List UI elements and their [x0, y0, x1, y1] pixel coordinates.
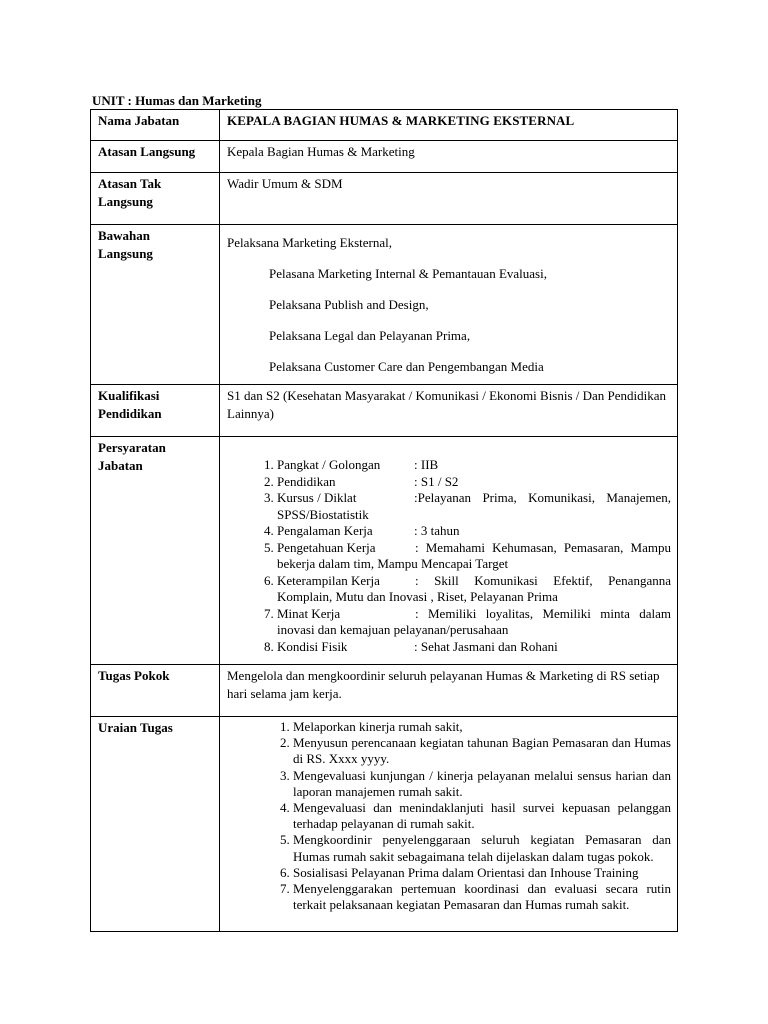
label-kualifikasi-pendidikan: [91, 385, 220, 437]
bawahan-item: Pelaksana Legal dan Pelayanan Prima,: [269, 328, 471, 343]
label-tugas-pokok: Tugas Pokok: [91, 665, 220, 717]
uraian-item: 7. Menyelenggarakan pertemuan koordinasi dan evaluasi secara rutin terkait pelaksanaan kegiatan Pemasaran dan Humas rumah sakit.: [293, 881, 671, 913]
persyaratan-item: [277, 573, 671, 606]
row-bawahan-langsung: [91, 225, 678, 385]
value-kualifikasi-pendidikan: S1 dan S2 (Kesehatan Masyarakat / Komunikasi / Ekonomi Bisnis / Dan Pendidikan Lainnya): [220, 385, 678, 437]
persyaratan-key: Minat Kerja: [277, 605, 341, 621]
bawahan-item: Pelaksana Customer Care dan Pengembangan Media: [269, 359, 544, 374]
label-atasan-tak-langsung: [91, 173, 220, 225]
persyaratan-key: Pengetahuan Kerja: [277, 539, 376, 555]
label-bawahan-line1: Bawahan: [98, 228, 151, 243]
persyaratan-value: :Pelayanan Prima, Komunikasi, Manajemen, SPSS/Biostatistik: [277, 490, 671, 522]
persyaratan-key: Pendidikan: [277, 473, 336, 489]
persyaratan-key: Pangkat / Golongan: [277, 457, 381, 472]
uraian-item: 5. Mengkoordinir penyelenggaraan seluruh kegiatan Pemasaran dan Humas rumah sakit sebagaimana telah dijelaskan dalam tugas pokok.: [293, 832, 671, 864]
value-atasan-langsung: Kepala Bagian Humas & Marketing: [220, 141, 678, 173]
bawahan-item: Pelaksana Marketing Eksternal,: [227, 235, 392, 250]
uraian-item: 4. Mengevaluasi dan menindaklanjuti hasil survei kepuasan pelanggan terhadap pelayanan di rumah sakit.: [293, 800, 671, 832]
unit-title: UNIT : Humas dan Marketing: [92, 93, 262, 108]
row-atasan-tak-langsung: [91, 173, 678, 225]
persyaratan-value: : IIB: [414, 457, 439, 472]
row-kualifikasi-pendidikan: [91, 385, 678, 437]
uraian-item: 2. Menyusun perencanaan kegiatan tahunan Bagian Pemasaran dan Humas di RS. Xxxx yyyy.: [293, 735, 671, 767]
persyaratan-key: Pengalaman Kerja: [277, 523, 373, 538]
uraian-tugas-list: [269, 719, 671, 913]
row-nama-jabatan: [91, 110, 678, 141]
persyaratan-key: Keterampilan Kerja: [277, 572, 380, 588]
uraian-item: 6. Sosialisasi Pelayanan Prima dalam Orientasi dan Inhouse Training: [293, 865, 671, 881]
bawahan-item: Pelasana Marketing Internal & Pemantauan Evaluasi,: [269, 266, 547, 281]
row-persyaratan-jabatan: [91, 437, 678, 665]
label-persyaratan-jabatan: [91, 437, 220, 665]
bawahan-item: Pelaksana Publish and Design,: [269, 297, 429, 312]
label-bawahan-line2: Langsung: [98, 246, 153, 261]
row-tugas-pokok: [91, 665, 678, 717]
persyaratan-value: : Skill Komunikasi Efektif, Penanganna Komplain, Mutu dan Inovasi , Riset, Pelayanan Prima: [277, 572, 671, 604]
value-atasan-tak-langsung: Wadir Umum & SDM: [220, 173, 678, 225]
label-kualifikasi-line2: Pendidikan: [98, 406, 162, 421]
value-uraian-tugas: [220, 717, 678, 932]
persyaratan-item: [277, 639, 671, 656]
row-atasan-langsung: [91, 141, 678, 173]
persyaratan-value: : S1 / S2: [414, 473, 459, 489]
row-uraian-tugas: [91, 717, 678, 932]
label-atasan-tak-langsung-line2: Langsung: [98, 194, 153, 209]
persyaratan-key: Kursus / Diklat: [277, 490, 357, 505]
value-tugas-pokok: Mengelola dan mengkoordinir seluruh pelayanan Humas & Marketing di RS setiap hari selama jam kerja.: [220, 665, 678, 717]
persyaratan-value: : Memiliki loyalitas, Memiliki minta dalam inovasi dan kemajuan pelayanan/perusahaan: [277, 605, 671, 637]
persyaratan-value: : 3 tahun: [414, 523, 460, 538]
uraian-item: 3. Mengevaluasi kunjungan / kinerja pelayanan melalui sensus harian dan laporan manajemen rumah sakit.: [293, 768, 671, 800]
persyaratan-item: [277, 490, 671, 523]
persyaratan-item: [277, 474, 671, 491]
persyaratan-value: : Sehat Jasmani dan Rohani: [414, 638, 558, 654]
uraian-item: 1. Melaporkan kinerja rumah sakit,: [293, 719, 671, 735]
label-atasan-langsung: Atasan Langsung: [91, 141, 220, 173]
label-persyaratan-line2: Jabatan: [98, 458, 143, 473]
persyaratan-item: [277, 457, 671, 474]
label-bawahan-langsung: [91, 225, 220, 385]
label-persyaratan-line1: Persyaratan: [98, 440, 166, 455]
value-bawahan-langsung: [220, 225, 678, 385]
label-atasan-tak-langsung-line1: Atasan Tak: [98, 176, 162, 191]
persyaratan-item: [277, 540, 671, 573]
persyaratan-value: : Memahami Kehumasan, Pemasaran, Mampu bekerja dalam tim, Mampu Mencapai Target: [277, 539, 671, 571]
label-nama-jabatan: Nama Jabatan: [91, 110, 220, 141]
persyaratan-list: [257, 457, 671, 655]
persyaratan-item: [277, 606, 671, 639]
job-description-table: [90, 109, 678, 932]
label-uraian-tugas: Uraian Tugas: [91, 717, 220, 932]
persyaratan-key: Kondisi Fisik: [277, 638, 348, 654]
value-persyaratan-jabatan: [220, 437, 678, 665]
persyaratan-item: [277, 523, 671, 540]
value-nama-jabatan: KEPALA BAGIAN HUMAS & MARKETING EKSTERNAL: [220, 110, 678, 141]
label-kualifikasi-line1: Kualifikasi: [98, 388, 160, 403]
